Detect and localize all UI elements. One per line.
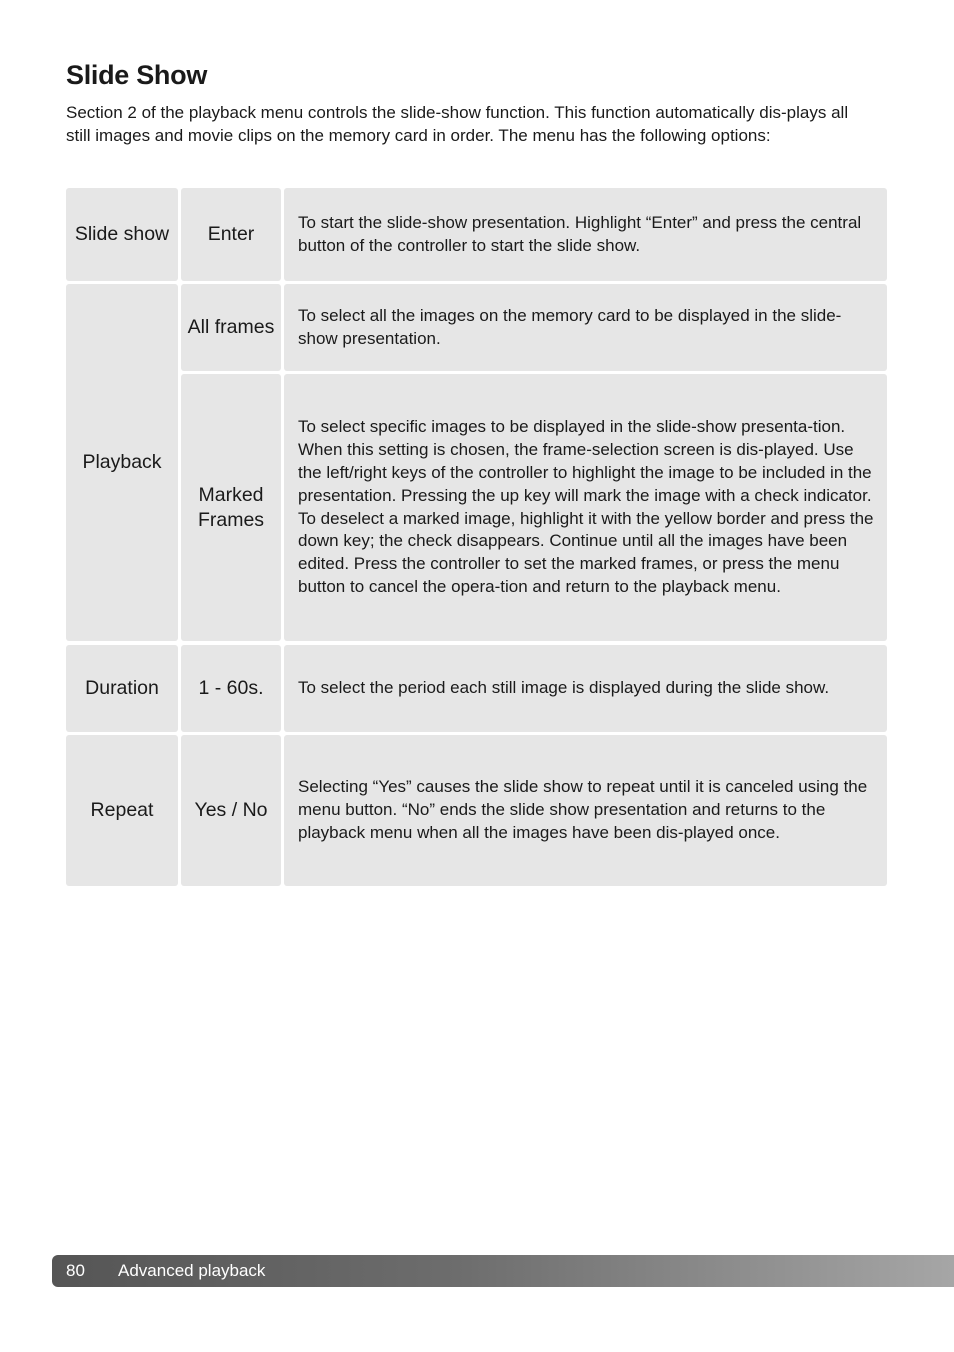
row-label-text: Repeat: [90, 799, 154, 821]
row-label-duration: [66, 645, 178, 732]
option-text: All frames: [187, 316, 275, 338]
option-text: Marked Frames: [197, 483, 265, 531]
intro-paragraph: Section 2 of the playback menu controls the slide-show function. This function automatically dis-plays all still images and movie clips on the memory card in order. The menu has the following options:: [66, 103, 849, 145]
description-text: To select all the images on the memory card to be displayed in the slide-show presentation.: [298, 305, 842, 348]
description-enter: [284, 188, 887, 281]
description-marked-frames: [284, 374, 887, 641]
page-footer: [52, 1255, 954, 1287]
option-text: 1 - 60s.: [198, 677, 264, 699]
page-title: Slide Show: [66, 60, 208, 90]
row-label-text: Duration: [85, 677, 159, 699]
option-text: Yes / No: [194, 799, 268, 821]
row-label-text: Playback: [82, 451, 162, 473]
row-label-repeat: [66, 735, 178, 886]
row-label-slide-show: [66, 188, 178, 281]
description-text: To start the slide-show presentation. Highlight “Enter” and press the central button of the controller to start the slide show.: [298, 212, 862, 255]
description-text: To select specific images to be displayed in the slide-show presenta-tion. When this setting is chosen, the frame-selection screen is dis-played. Use the left/right keys of the controller to highlight the image to be included in the presentation. Pressing the up key will mark the image with a check indicator. To deselect a marked image, highlight it with the yellow border and press the down key; the check disappears. Continue until all the images have been edited. Press the controller to set the marked frames, or press the menu button to cancel the opera-tion and return to the playback menu.: [298, 417, 874, 596]
option-marked-frames: [181, 374, 281, 641]
description-text: To select the period each still image is displayed during the slide show.: [298, 678, 830, 698]
option-yes-no: [181, 735, 281, 886]
description-repeat: [284, 735, 887, 886]
description-text: Selecting “Yes” causes the slide show to repeat until it is canceled using the menu button. “No” ends the slide show presentation and returns to the playback menu when all the images have been dis-played once.: [298, 777, 868, 842]
option-duration-range: [181, 645, 281, 732]
row-label-text: Slide show: [74, 223, 170, 245]
page-number: 80: [66, 1261, 85, 1280]
footer-section-title: Advanced playback: [118, 1261, 266, 1280]
option-all-frames: [181, 284, 281, 371]
option-text: Enter: [207, 223, 255, 245]
description-all-frames: [284, 284, 887, 371]
description-duration: [284, 645, 887, 732]
option-enter: [181, 188, 281, 281]
row-label-playback: [66, 284, 178, 641]
